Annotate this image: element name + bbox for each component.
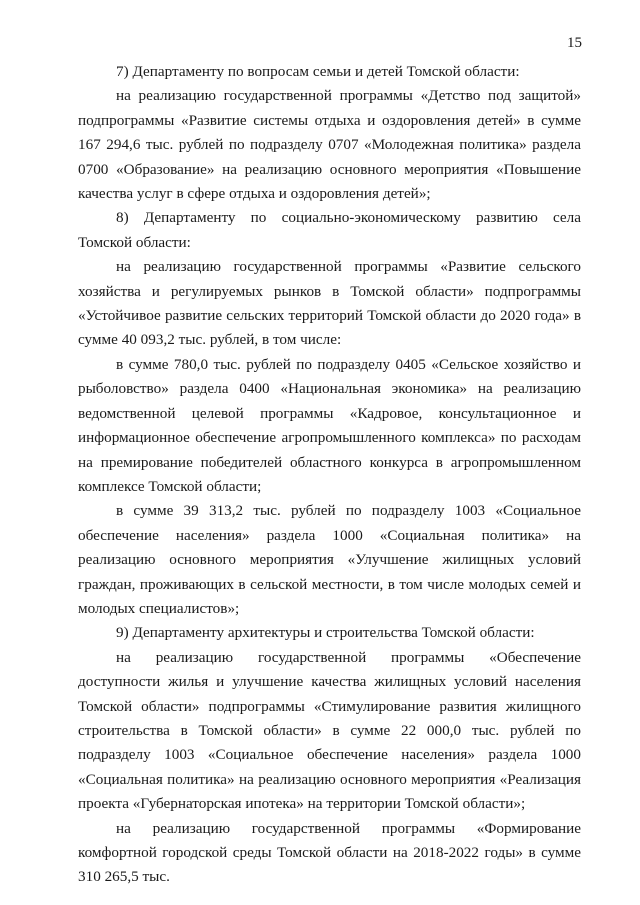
paragraph-agriculture-780: в сумме 780,0 тыс. рублей по подразделу 0405 «Сельское хозяйство и рыболовство» раздела 0400 «Национальная экономика» на реализацию ведомственной целевой программы «Кадровое, консультационное и информационное обеспечение агропромышленного комплекса» по расходам на премирование победителей областного конкурса в агропромышленном комплексе Томской области; (78, 355, 581, 495)
paragraph-housing-program: на реализацию государственной программы «Обеспечение доступности жилья и улучшение качества жилищных условий населения Томской области» подпрограммы «Стимулирование развития жилищного строительства в Томской области» в сумме 22 000,0 тыс. рублей по подразделу 1003 «Социальное обеспечение населения» раздела 1000 «Социальная политика» на реализацию основного мероприятия «Реализация проекта «Губернаторская ипотека» на территории Томской области»; (78, 648, 581, 813)
page-number: 15 (567, 35, 582, 51)
paragraph-item-9-heading: 9) Департаменту архитектуры и строительства Томской области: (116, 624, 535, 642)
paragraph-agriculture-program: на реализацию государственной программы «Развитие сельского хозяйства и регулируемых рынков в Томской области» подпрограммы «Устойчивое развитие сельских территорий Томской области до 2020 года» в сумме 40 093,2 тыс. рублей, в том числе: (78, 258, 581, 349)
paragraph-urban-environment-program: на реализацию государственной программы «Формирование комфортной городской среды Томской области на 2018-2022 годы» в сумме 310 265,5 тыс. (78, 819, 581, 886)
paragraph-item-7-heading: 7) Департаменту по вопросам семьи и детей Томской области: (116, 63, 520, 80)
document-body (78, 60, 581, 890)
paragraph-children-program: на реализацию государственной программы «Детство под защитой» подпрограммы «Развитие системы отдыха и оздоровления детей» в сумме 167 294,6 тыс. рублей по подразделу 0707 «Молодежная политика» раздела 0700 «Образование» на реализацию основного мероприятия «Повышение качества услуг в сфере отдыха и оздоровления детей»; (78, 87, 581, 203)
paragraph-item-8-heading: 8) Департаменту по социально-экономическому развитию села Томской области: (78, 209, 581, 251)
paragraph-social-39313: в сумме 39 313,2 тыс. рублей по подразделу 1003 «Социальное обеспечение населения» раздела 1000 «Социальная политика» на реализацию основного мероприятия «Улучшение жилищных условий граждан, проживающих в сельской местности, в том числе молодых семей и молодых специалистов»; (78, 502, 581, 617)
